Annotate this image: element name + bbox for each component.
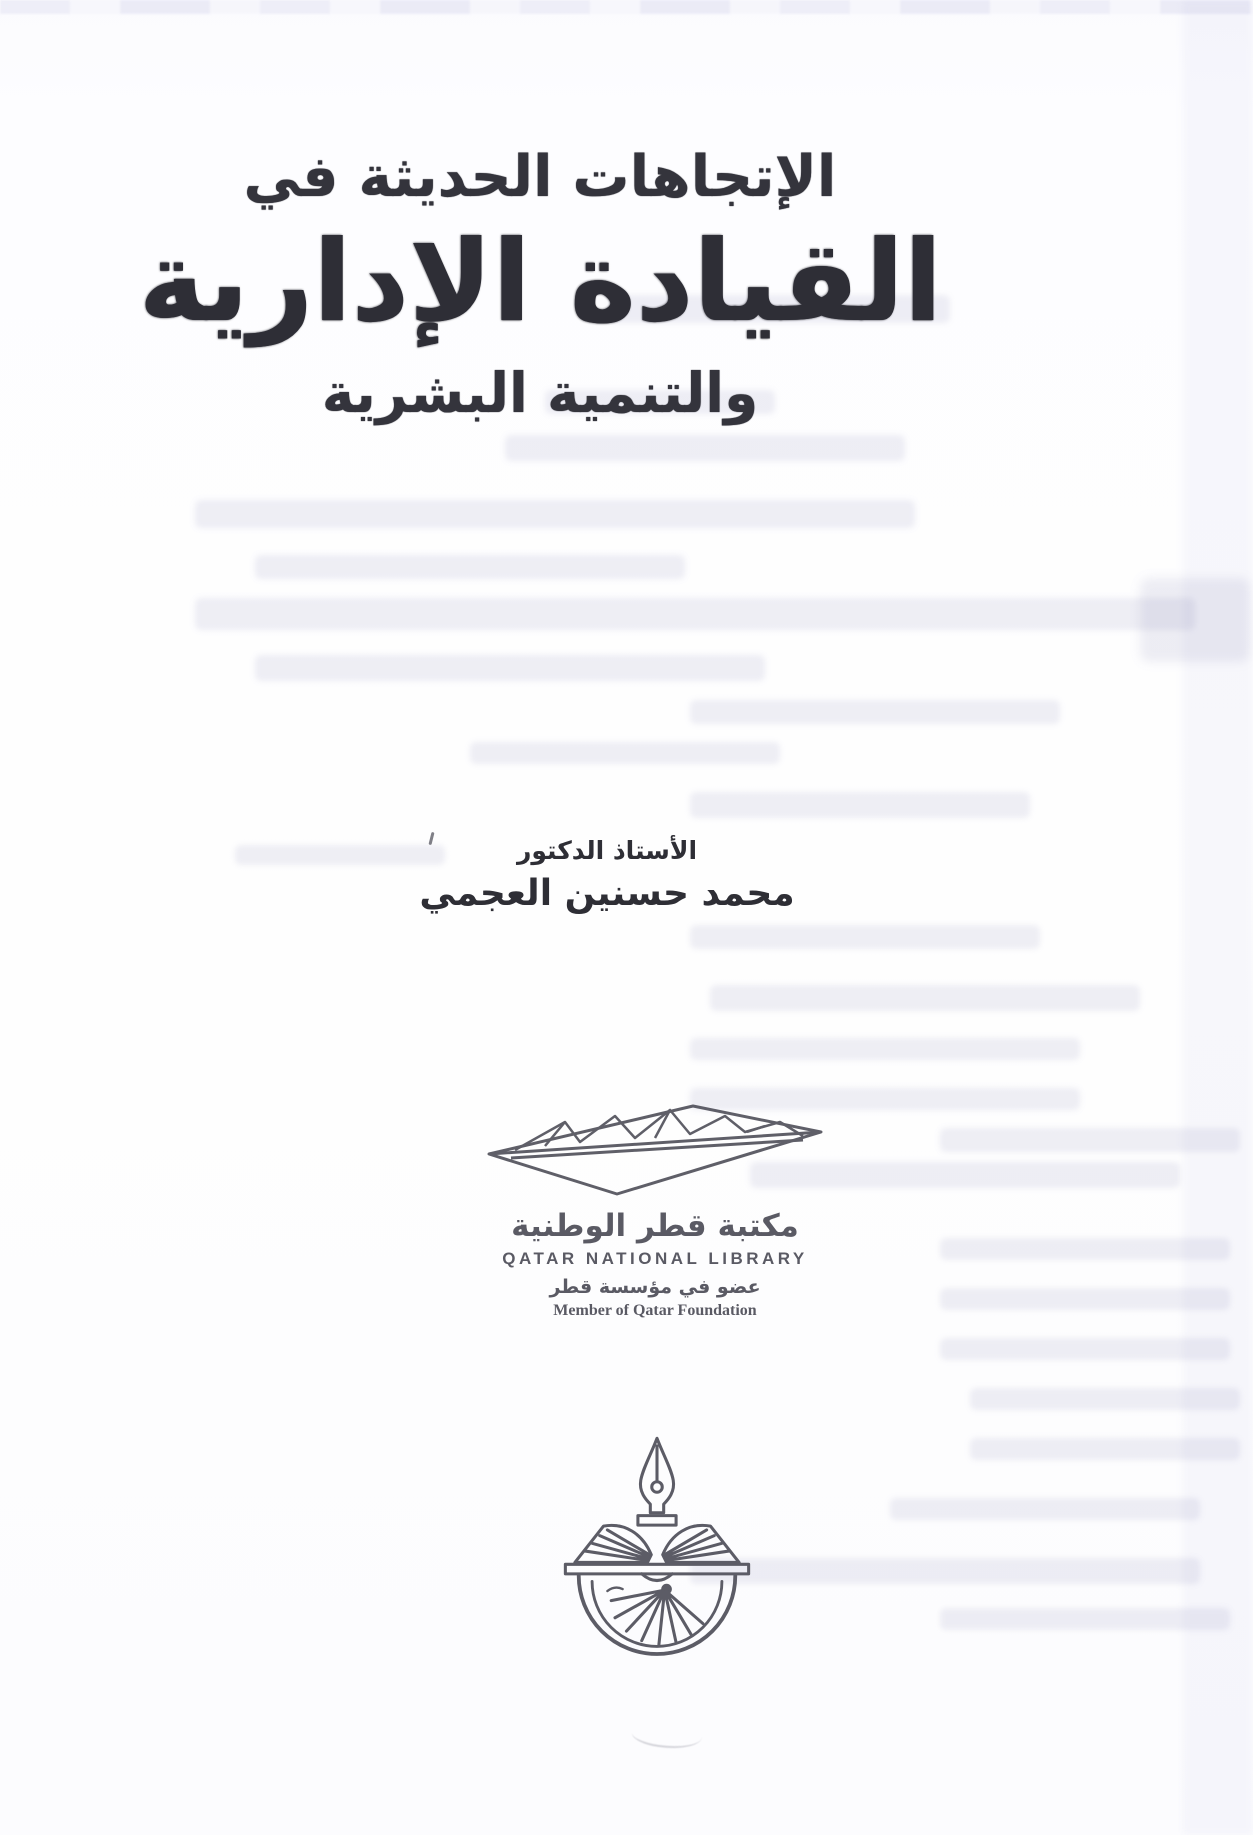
bleed-through-line (890, 1498, 1200, 1520)
bleed-through-line (690, 700, 1060, 724)
qnl-member-english: Member of Qatar Foundation (553, 1302, 757, 1319)
publisher-logo (552, 1432, 762, 1671)
qnl-name-english: QATAR NATIONAL LIBRARY (502, 1249, 808, 1268)
bleed-through-line (690, 792, 1030, 818)
bleed-through-line (195, 598, 1195, 630)
bleed-through-line (195, 500, 915, 528)
qnl-name-arabic: مكتبة قطر الوطنية (511, 1208, 799, 1244)
bleed-through-line (470, 742, 780, 764)
bleed-through-line (255, 555, 685, 579)
book-title-line2: القيادة الإدارية (138, 217, 942, 348)
qatar-national-library-stamp (445, 1102, 865, 1320)
bleed-through-line (690, 925, 1040, 949)
scan-gutter-shadow (1183, 0, 1253, 1835)
book-title-block (100, 142, 980, 429)
author-honorific: الأستاذ الدكتور (516, 836, 698, 865)
book-title-line3: والتنمية البشرية (321, 360, 759, 425)
bleed-through-line (710, 985, 1140, 1011)
bleed-through-line (255, 655, 765, 681)
scan-scratch-artifact (631, 1717, 704, 1752)
scan-edge-artifact (0, 0, 1253, 14)
bleed-through-line (690, 1038, 1080, 1060)
author-name: محمد حسنين العجمي (419, 873, 795, 914)
qnl-diamond-truss-icon (485, 1102, 825, 1198)
pen-nib-book-icon (552, 1432, 762, 1667)
book-title-line1: الإتجاهات الحديثة في (243, 144, 837, 210)
author-block (207, 836, 1007, 914)
bleed-through-line (505, 435, 905, 461)
bleed-through-line (690, 1558, 1200, 1584)
qnl-member-arabic: عضو في مؤسسة قطر (549, 1276, 761, 1298)
